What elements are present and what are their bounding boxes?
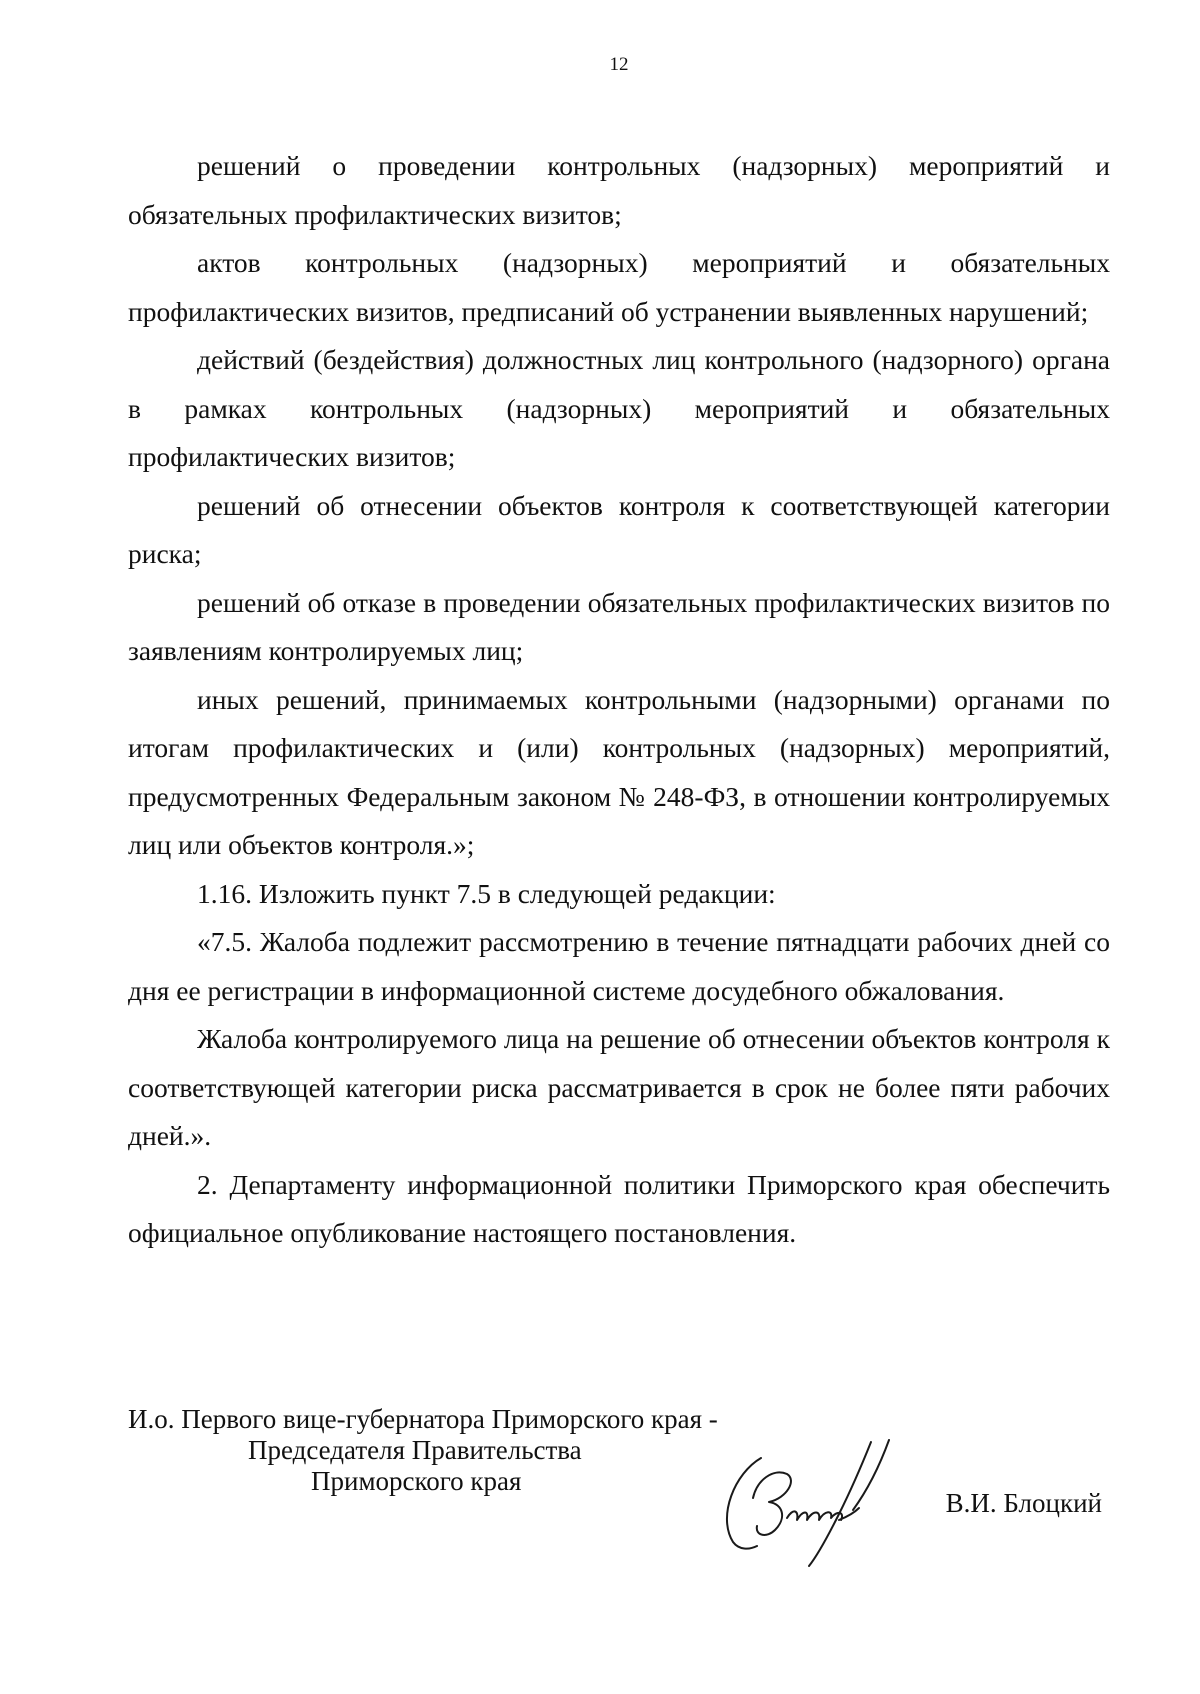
paragraph: решений о проведении контрольных (надзорных) мероприятий и обязательных профилактических визитов; [128, 150, 1110, 230]
page-number: 12 [609, 54, 629, 75]
signatory-title-line-1: И.о. Первого вице-губернатора Приморского края - [128, 1404, 718, 1434]
paragraph: актов контрольных (надзорных) мероприятий и обязательных профилактических визитов, предписаний об устранении выявленных нарушений; [128, 247, 1110, 327]
signatory-title-line-3: Приморского края [311, 1466, 522, 1496]
paragraph: 2. Департаменту информационной политики Приморского края обеспечить официальное опубликование настоящего постановления. [128, 1168, 1110, 1248]
paragraph: «7.5. Жалоба подлежит рассмотрению в течение пятнадцати рабочих дней со дня ее регистрации в информационной системе досудебного обжалования. [128, 926, 1110, 1006]
paragraph: иных решений, принимаемых контрольными (надзорными) органами по итогам профилактических и (или) контрольных (надзорных) мероприятий, предусмотренных Федеральным законом № 248-ФЗ, в отношении контролируемых лиц или объектов контроля.»; [128, 683, 1110, 860]
signatory-name: В.И. Блоцкий [945, 1488, 1102, 1518]
signatory-title-line-2: Председателя Правительства [248, 1435, 582, 1465]
paragraph: Жалоба контролируемого лица на решение об отнесении объектов контроля к соответствующей категории риска рассматривается в срок не более пяти рабочих дней.». [128, 1023, 1110, 1151]
paragraph: решений об отказе в проведении обязательных профилактических визитов по заявлениям контролируемых лиц; [128, 586, 1110, 666]
handwritten-signature [713, 1438, 913, 1568]
paragraph: 1.16. Изложить пункт 7.5 в следующей редакции: [197, 877, 776, 909]
paragraph: решений об отнесении объектов контроля к соответствующей категории риска; [128, 489, 1110, 569]
signature-block [128, 1404, 1110, 1564]
document-body [128, 142, 1110, 1258]
paragraph: действий (бездействия) должностных лиц контрольного (надзорного) органа в рамках контрольных (надзорных) мероприятий и обязательных профилактических визитов; [128, 344, 1110, 472]
